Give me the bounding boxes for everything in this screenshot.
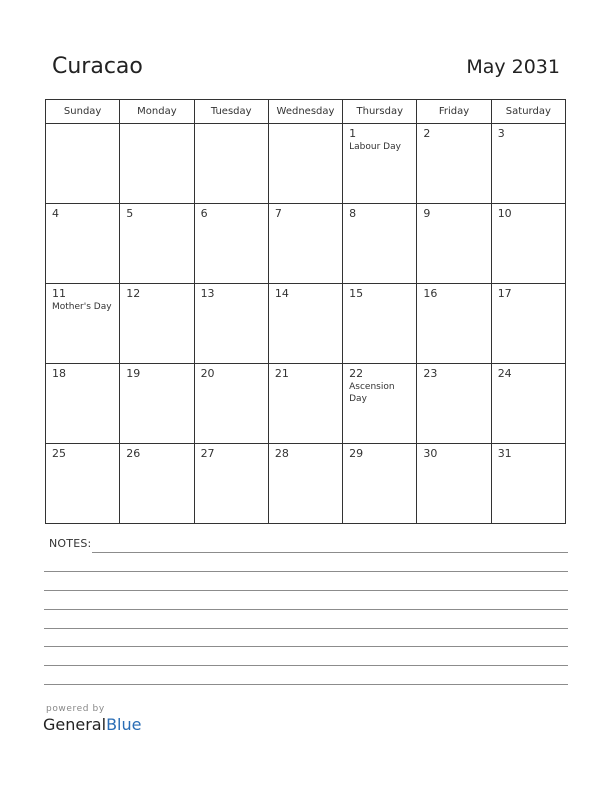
day-number: 31 xyxy=(497,447,512,460)
day-cell xyxy=(417,284,491,364)
day-number: 17 xyxy=(497,287,512,300)
day-cell xyxy=(491,124,565,204)
note-line xyxy=(44,628,568,629)
day-cell xyxy=(120,124,194,204)
weekday-friday: Friday xyxy=(417,100,491,124)
week-row xyxy=(46,444,566,524)
day-cell xyxy=(491,364,565,444)
day-cell xyxy=(343,204,417,284)
day-cell xyxy=(268,364,342,444)
note-line xyxy=(44,590,568,591)
day-number: 28 xyxy=(274,447,289,460)
day-number: 25 xyxy=(52,447,66,460)
day-number: 20 xyxy=(200,367,215,380)
day-cell xyxy=(268,124,342,204)
calendar-grid xyxy=(45,99,566,524)
note-line xyxy=(92,552,568,553)
brand-blue: Blue xyxy=(106,715,142,734)
day-number: 9 xyxy=(423,207,431,220)
note-line xyxy=(44,571,568,572)
day-number: 24 xyxy=(497,367,512,380)
week-row xyxy=(46,364,566,444)
day-number: 4 xyxy=(52,207,59,220)
day-cell xyxy=(120,284,194,364)
day-cell xyxy=(343,364,417,444)
day-cell xyxy=(194,204,268,284)
day-cell xyxy=(491,204,565,284)
holiday-label: Labour Day xyxy=(349,142,401,152)
day-cell xyxy=(491,444,565,524)
note-line xyxy=(44,665,568,666)
week-row xyxy=(46,284,566,364)
notes-label: NOTES: xyxy=(49,537,92,550)
weekday-monday: Monday xyxy=(120,100,194,124)
day-number: 13 xyxy=(200,287,215,300)
brand-general: General xyxy=(43,715,107,734)
day-cell xyxy=(194,364,268,444)
day-number: 21 xyxy=(274,367,289,380)
weekday-thursday: Thursday xyxy=(343,100,417,124)
holiday-label: Ascension Day xyxy=(349,382,395,404)
day-number: 5 xyxy=(126,207,134,220)
day-number: 10 xyxy=(497,207,512,220)
day-cell xyxy=(417,444,491,524)
powered-by-text: powered by xyxy=(46,704,105,714)
day-cell xyxy=(120,364,194,444)
day-cell xyxy=(46,284,120,364)
holiday-label: Mother's Day xyxy=(52,302,112,312)
day-cell xyxy=(343,124,417,204)
day-number: 26 xyxy=(126,447,141,460)
day-number: 27 xyxy=(200,447,215,460)
day-cell xyxy=(343,444,417,524)
day-cell xyxy=(46,444,120,524)
day-cell xyxy=(120,444,194,524)
day-number: 6 xyxy=(200,207,208,220)
day-cell xyxy=(268,284,342,364)
day-cell xyxy=(194,284,268,364)
day-number: 1 xyxy=(349,127,357,140)
note-line xyxy=(44,646,568,647)
day-cell xyxy=(417,364,491,444)
weekday-wednesday: Wednesday xyxy=(268,100,342,124)
weekday-saturday: Saturday xyxy=(491,100,565,124)
day-number: 29 xyxy=(349,447,364,460)
day-number: 23 xyxy=(423,367,438,380)
day-number: 16 xyxy=(423,287,438,300)
country-title: Curacao xyxy=(52,54,143,79)
day-number: 8 xyxy=(349,207,357,220)
day-number: 19 xyxy=(126,367,141,380)
day-cell xyxy=(194,124,268,204)
day-cell xyxy=(491,284,565,364)
weekday-header-row xyxy=(46,100,566,124)
note-line xyxy=(44,684,568,685)
day-cell xyxy=(268,204,342,284)
weekday-tuesday: Tuesday xyxy=(194,100,268,124)
day-cell xyxy=(268,444,342,524)
week-row xyxy=(46,204,566,284)
week-row xyxy=(46,124,566,204)
day-cell xyxy=(120,204,194,284)
day-cell xyxy=(46,364,120,444)
day-number: 2 xyxy=(423,127,431,140)
day-number: 11 xyxy=(52,287,66,300)
generalblue-logo[interactable] xyxy=(43,717,141,733)
day-cell xyxy=(343,284,417,364)
day-cell xyxy=(417,204,491,284)
day-cell xyxy=(46,124,120,204)
day-number: 22 xyxy=(349,367,364,380)
day-number: 3 xyxy=(497,127,505,140)
day-number: 18 xyxy=(52,367,66,380)
day-number: 7 xyxy=(274,207,282,220)
day-number: 15 xyxy=(349,287,364,300)
day-cell xyxy=(417,124,491,204)
day-cell xyxy=(46,204,120,284)
month-year-title: May 2031 xyxy=(466,56,560,78)
note-line xyxy=(44,609,568,610)
day-number: 14 xyxy=(274,287,289,300)
weekday-sunday: Sunday xyxy=(46,100,120,124)
day-number: 12 xyxy=(126,287,141,300)
day-cell xyxy=(194,444,268,524)
day-number: 30 xyxy=(423,447,438,460)
